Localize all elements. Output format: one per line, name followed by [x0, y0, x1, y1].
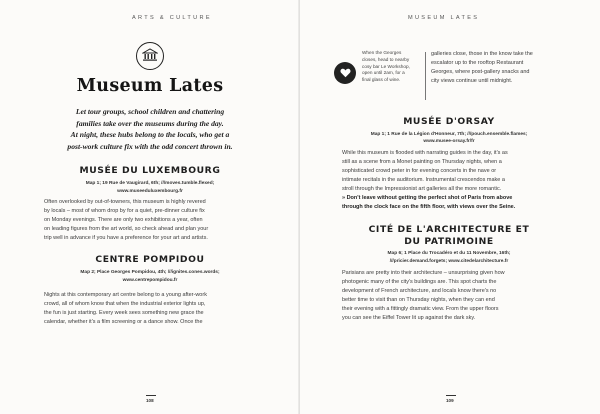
- intro-paragraph: Let tour groups, school children and chattering families take over the museums during the day. At night, these hubs belong to the locals, who get a post-work culture fix with the odd concert thrown in.: [67, 107, 233, 151]
- divider-rule: [425, 52, 426, 100]
- page-number-right: 109: [446, 395, 456, 403]
- body-orsay: While this museum is flooded with narrating guides in the day, it's as still as a scene from a Monet painting on Thursday nights, when a sophisticated crowd peter in for evening concerts in the nave or intimate recitals in the auditorium. Instrumental crescendos make a stroll through the Impressionist art galleries all the more romantic. » Don't leave without getting the perfect shot of Paris from above through the clock face on the fifth floor, with views over the Seine.: [342, 149, 556, 212]
- right-page: [300, 0, 600, 414]
- heading-cite: CITÉ DE L'ARCHITECTURE ET DU PATRIMOINE: [368, 224, 530, 247]
- continuation-text: galleries close, those in the know take the escalator up to the rooftop Restaurant Georges, where post-gallery snacks and city views continue until midnight.: [431, 51, 533, 84]
- heading-luxembourg: MUSÉE DU LUXEMBOURG: [79, 165, 221, 177]
- running-head-right: MUSEUM LATES: [408, 15, 480, 21]
- address-orsay: Map 1; 1 Rue de la Légion d'Honneur, 7th; ///pouch.ensemble.flames; www.musee-orsay.fr/fr: [370, 131, 528, 145]
- address-pompidou: Map 2; Place Georges Pompidou, 4th; ///ignites.cones.words; www.centrepompidou.fr: [80, 269, 220, 283]
- address-luxembourg: Map 1; 19 Rue de Vaugirard, 6th; ///moves.tumble.flexed; www.museeduluxembourg.fr: [85, 180, 215, 194]
- body-cite: Parisians are pretty into their architecture – unsurprising given how photogenic many of the city's buildings are. This spot charts the development of French architecture, and locals know there's no better time to visit than on Thursday nights, when they can end their evening with a fittingly dramatic view. From the upper floors you can see the Eiffel Tower lit up against the dark sky.: [342, 269, 505, 321]
- running-head-left: ARTS & CULTURE: [132, 15, 212, 21]
- heading-pompidou: CENTRE POMPIDOU: [95, 254, 205, 266]
- museum-icon: [136, 42, 164, 70]
- body-pompidou: Nights at this contemporary art centre belong to a young after-work crowd, all of whom know that when the industrial exterior lights up, the fun is just starting. Every week sees something new grace the calendar, whether it's a film screening or a dance show. Once the: [44, 291, 207, 325]
- body-luxembourg: Often overlooked by out-of-towners, this museum is highly revered by locals – most of whom drop by for a quiet, pre-dinner culture fix on Monday evenings. There are only two exhibitions a year, often on leading figures from the art world, so check ahead and plan your trip well in advance if you have a preference for your art and artists.: [44, 199, 209, 242]
- page-number-left: 108: [146, 395, 156, 403]
- heart-icon: [334, 62, 356, 84]
- dont-leave-tip: » Don't leave without getting the perfect shot of Paris from above: [342, 195, 513, 202]
- heading-orsay: MUSÉE D'ORSAY: [403, 116, 495, 127]
- page-title: Museum Lates: [76, 76, 224, 96]
- right-column: [342, 116, 556, 323]
- address-cite: Map 6; 1 Place du Trocadéro et du 11 Novembre, 16th; ///pricier.demand.forgets; www.citedelarchitecture.fr: [387, 251, 511, 264]
- left-column: [44, 76, 256, 327]
- sidebar-tip: When the Georges closes, head to nearby cosy bar Le Workshop, open until 2am, for a final glass of wine.: [362, 50, 410, 83]
